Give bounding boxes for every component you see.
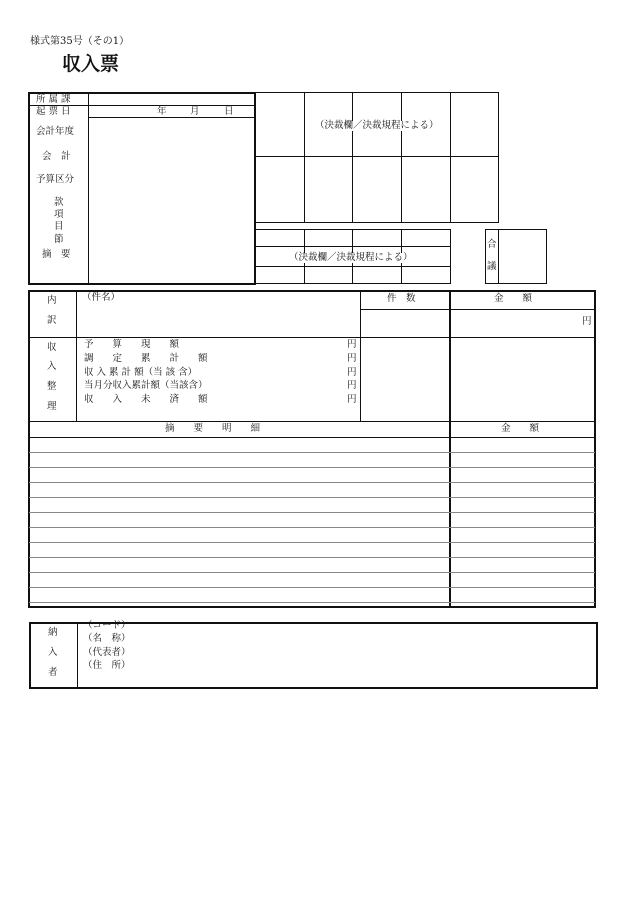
meisai-rule-line [29, 527, 595, 528]
meisai-rule-line [29, 557, 595, 558]
meisai-rule-line [29, 467, 595, 468]
chotei-ruikei-label: 調 定 累 計 額 [84, 353, 208, 364]
approval-lower-note: （決裁欄／決裁規程による） [289, 252, 413, 263]
tekiyo-meisai-header: 摘 要 明 細 [165, 423, 261, 434]
yosan-gengaku-yen: 円 [347, 339, 357, 350]
uchiwake-char-1: 内 [47, 295, 57, 306]
uchiwake-char-2: 訳 [47, 315, 57, 326]
kihyo-bi-label: 起 票 日 [36, 106, 71, 117]
kan-label: 款 [54, 197, 64, 208]
shozoku-ka-label: 所 属 課 [36, 94, 71, 105]
page-title: 収入票 [62, 53, 120, 75]
meisai-rule-line [29, 587, 595, 588]
meisai-rule-line [29, 512, 595, 513]
date-year: 年 [157, 106, 167, 117]
kaikei-nendo-label: 会計年度 [36, 126, 75, 137]
uchiwake-yen: 円 [582, 316, 592, 327]
meisai-rule-line [29, 572, 595, 573]
togetsu-ruikei-label: 当月分収入累計額（当該含） [84, 380, 208, 391]
togetsu-ruikei-yen: 円 [347, 380, 357, 391]
date-day: 日 [224, 106, 234, 117]
nonyusha-code: （コード） [83, 620, 131, 631]
aigi-char-1: 合 [487, 239, 497, 250]
nonyusha-char-1: 納 [48, 627, 58, 638]
meisai-rule-line [29, 542, 595, 543]
shunyu-ruikei-yen: 円 [347, 367, 357, 378]
tekiyo-label: 摘 要 [42, 249, 71, 260]
nonyusha-address: （住 所） [83, 660, 131, 671]
shunyu-misai-label: 収 入 未 済 額 [84, 394, 208, 405]
shunyu-seiri-char-4: 理 [47, 401, 57, 412]
setsu-label: 節 [54, 234, 64, 245]
shunyu-seiri-char-1: 収 [47, 342, 57, 353]
aigi-box [485, 229, 547, 284]
nonyusha-char-2: 入 [48, 647, 58, 658]
nonyusha-char-3: 者 [48, 667, 58, 678]
kensu-header: 件 数 [387, 293, 416, 304]
meisai-rule-line [29, 602, 595, 603]
nonyusha-name: （名 称） [83, 633, 131, 644]
chotei-ruikei-yen: 円 [347, 353, 357, 364]
kingaku-header: 金 額 [494, 293, 533, 304]
approval-grid-upper [255, 92, 499, 223]
meisai-rule-line [29, 497, 595, 498]
shunyu-seiri-char-3: 整 [47, 381, 57, 392]
ko-label: 項 [54, 209, 64, 220]
yosan-gengaku-label: 予 算 現 額 [84, 339, 180, 350]
aigi-char-2: 議 [487, 261, 497, 272]
date-month: 月 [190, 106, 200, 117]
meisai-rule-line [29, 482, 595, 483]
moku-label: 目 [54, 221, 64, 232]
shunyu-misai-yen: 円 [347, 394, 357, 405]
shunyu-seiri-char-2: 入 [47, 361, 57, 372]
meisai-rule-line [29, 452, 595, 453]
shunyu-ruikei-label: 収 入 累 計 額（当 該 含） [84, 367, 198, 378]
kaikei-label: 会 計 [42, 151, 71, 162]
yosan-kubun-label: 予算区分 [36, 174, 75, 185]
approval-upper-note: （決裁欄／決裁規程による） [315, 120, 439, 131]
form-number: 様式第35号（その1） [30, 36, 130, 47]
meisai-amount-header: 金 額 [501, 423, 540, 434]
nonyusha-representative: （代表者） [83, 647, 131, 658]
kenmei-label: （件名） [82, 292, 121, 303]
